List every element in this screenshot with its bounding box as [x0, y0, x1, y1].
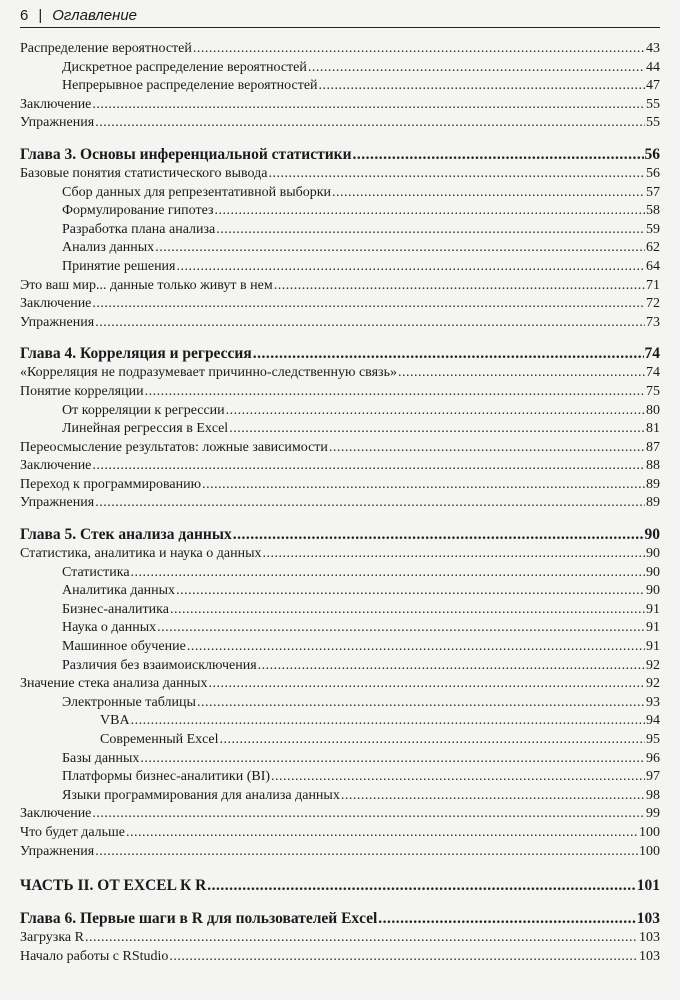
toc-entry-label: VBA	[100, 713, 130, 729]
toc-entry-page: 91	[646, 639, 660, 655]
toc-leader-dots	[170, 601, 645, 620]
toc-entry	[20, 638, 660, 657]
toc-leader-dots	[329, 439, 645, 458]
toc-entry-page: 55	[646, 96, 660, 112]
toc-entry-label: Заключение	[20, 458, 92, 474]
toc-entry-label: Упражнения	[20, 495, 95, 511]
toc-entry-label: Языки программирования для анализа данных	[62, 787, 340, 803]
toc-leader-dots	[157, 619, 645, 638]
toc-leader-dots	[92, 457, 645, 476]
toc-entry-label: Различия без взаимоисключения	[62, 657, 257, 673]
toc-entry-label: Платформы бизнес-аналитики (BI)	[62, 769, 271, 785]
toc-entry-page: 93	[646, 694, 660, 710]
toc-entry	[20, 675, 660, 694]
toc-entry	[20, 948, 660, 967]
toc-entry-page: 94	[646, 713, 660, 729]
toc-entry	[20, 601, 660, 620]
toc-entry-label: Упражнения	[20, 314, 95, 330]
toc-entry-page: 59	[646, 221, 660, 237]
toc-entry	[20, 96, 660, 115]
toc-entry-label: «Корреляция не подразумевает причинно-следственную связь»	[20, 365, 397, 381]
toc-entry	[20, 383, 660, 402]
header-rule	[20, 27, 660, 28]
toc-leader-dots	[308, 59, 645, 78]
toc-entry-label: Начало работы с RStudio	[20, 948, 169, 964]
toc-entry	[20, 114, 660, 133]
toc-entry-label: Это ваш мир... данные только живут в нем	[20, 277, 273, 293]
toc-entry	[20, 40, 660, 59]
toc-leader-dots	[263, 545, 646, 564]
toc-entry-page: 71	[646, 277, 660, 293]
toc-leader-dots	[271, 768, 645, 787]
toc-entry	[20, 805, 660, 824]
toc-leader-dots	[95, 114, 645, 133]
table-of-contents	[20, 40, 660, 966]
toc-entry-label: Заключение	[20, 296, 92, 312]
toc-leader-dots	[95, 843, 638, 862]
toc-leader-dots	[193, 40, 645, 59]
toc-leader-dots	[216, 221, 645, 240]
toc-entry-page: 89	[646, 495, 660, 511]
running-header	[20, 4, 660, 26]
toc-entry-page: 98	[646, 787, 660, 803]
toc-leader-dots	[187, 638, 645, 657]
toc-leader-dots	[197, 694, 645, 713]
toc-entry-label: Переосмысление результатов: ложные зависимости	[20, 439, 328, 455]
toc-entry-page: 89	[646, 476, 660, 492]
toc-leader-dots	[258, 657, 645, 676]
toc-entry-page: 100	[639, 843, 660, 859]
toc-entry-page: 90	[644, 526, 660, 544]
toc-entry-page: 57	[646, 184, 660, 200]
toc-part	[20, 875, 660, 897]
toc-entry-label: Аналитика данных	[62, 583, 176, 599]
toc-entry-page: 74	[646, 365, 660, 381]
toc-entry-label: Распределение вероятностей	[20, 41, 192, 56]
toc-leader-dots	[92, 96, 645, 115]
toc-entry-label: Статистика	[62, 564, 130, 580]
toc-entry	[20, 768, 660, 787]
toc-entry	[20, 657, 660, 676]
toc-entry-page: 44	[646, 59, 660, 75]
toc-entry-label: Глава 6. Первые шаги в R для пользователей Excel	[20, 910, 378, 928]
toc-entry	[20, 712, 660, 731]
toc-entry-page: 81	[646, 421, 660, 437]
toc-leader-dots	[92, 805, 645, 824]
toc-leader-dots	[274, 277, 645, 296]
toc-entry	[20, 184, 660, 203]
toc-entry-page: 73	[646, 314, 660, 330]
toc-entry	[20, 295, 660, 314]
toc-entry-label: Непрерывное распределение вероятностей	[62, 78, 318, 94]
toc-entry-page: 92	[646, 676, 660, 692]
toc-entry-label: Статистика, аналитика и наука о данных	[20, 546, 262, 562]
toc-entry-page: 90	[646, 583, 660, 599]
toc-entry-page: 92	[646, 657, 660, 673]
toc-entry	[20, 494, 660, 513]
toc-entry	[20, 364, 660, 383]
toc-entry	[20, 239, 660, 258]
toc-entry-label: Глава 3. Основы инференциальной статистики	[20, 145, 352, 163]
toc-leader-dots	[131, 564, 645, 583]
header-separator: |	[38, 6, 43, 24]
toc-entry-label: Глава 4. Корреляция и регрессия	[20, 345, 252, 363]
toc-entry-page: 95	[646, 732, 660, 747]
toc-entry-page: 64	[646, 258, 660, 274]
toc-entry-label: Разработка плана анализа	[62, 221, 216, 237]
toc-entry	[20, 221, 660, 240]
toc-entry-label: Электронные таблицы	[62, 694, 196, 710]
toc-entry	[20, 277, 660, 296]
toc-entry-label: Машинное обучение	[62, 639, 186, 655]
toc-entry-page: 56	[646, 165, 660, 181]
toc-entry-label: Принятие решения	[62, 258, 176, 274]
toc-entry-label: Глава 5. Стек анализа данных	[20, 526, 232, 544]
toc-entry	[20, 750, 660, 769]
toc-leader-dots	[341, 787, 645, 806]
toc-leader-dots	[226, 402, 645, 421]
toc-leader-dots	[145, 383, 645, 402]
toc-chapter	[20, 145, 660, 165]
toc-entry-page: 91	[646, 620, 660, 636]
toc-entry-label: Бизнес-аналитика	[62, 601, 169, 617]
toc-entry-label: Заключение	[20, 96, 92, 112]
toc-chapter	[20, 909, 660, 929]
toc-entry-label: От корреляции к регрессии	[62, 402, 225, 418]
toc-entry-page: 80	[646, 402, 660, 418]
toc-entry-label: Анализ данных	[62, 240, 155, 256]
toc-entry	[20, 165, 660, 184]
toc-entry-page: 103	[636, 910, 660, 928]
toc-entry-label: Дискретное распределение вероятностей	[62, 59, 307, 75]
toc-entry-label: ЧАСТЬ II. ОТ EXCEL К R	[20, 877, 207, 895]
toc-entry	[20, 457, 660, 476]
toc-entry-page: 74	[644, 345, 660, 363]
toc-entry-label: Заключение	[20, 806, 92, 822]
toc-leader-dots	[398, 364, 645, 383]
toc-entry	[20, 202, 660, 221]
toc-leader-dots	[176, 582, 645, 601]
toc-entry-label: Загрузка R	[20, 930, 84, 946]
toc-leader-dots	[155, 239, 645, 258]
toc-leader-dots	[253, 344, 644, 364]
toc-entry-page: 103	[639, 930, 660, 946]
toc-entry	[20, 314, 660, 333]
toc-entry	[20, 420, 660, 439]
toc-entry	[20, 476, 660, 495]
toc-entry	[20, 694, 660, 713]
toc-entry	[20, 929, 660, 948]
toc-entry-page: 103	[639, 948, 660, 964]
toc-leader-dots	[169, 948, 638, 967]
toc-entry	[20, 824, 660, 843]
toc-entry-page: 99	[646, 806, 660, 822]
toc-entry-page: 75	[646, 383, 660, 399]
toc-entry-page: 55	[646, 115, 660, 131]
toc-leader-dots	[319, 77, 645, 96]
toc-leader-dots	[207, 875, 635, 897]
toc-entry	[20, 258, 660, 277]
toc-entry-page: 72	[646, 296, 660, 312]
toc-leader-dots	[95, 314, 645, 333]
toc-entry-label: Базы данных	[62, 750, 140, 766]
toc-leader-dots	[202, 476, 645, 495]
toc-entry	[20, 59, 660, 78]
toc-leader-dots	[229, 420, 645, 439]
toc-entry-page: 88	[646, 458, 660, 474]
toc-entry-page: 97	[646, 769, 660, 785]
toc-entry-page: 91	[646, 601, 660, 617]
toc-entry	[20, 843, 660, 862]
toc-leader-dots	[140, 750, 645, 769]
toc-leader-dots	[131, 712, 645, 731]
toc-entry-page: 56	[644, 145, 660, 163]
toc-entry	[20, 619, 660, 638]
toc-leader-dots	[95, 494, 645, 513]
toc-entry-label: Базовые понятия статистического вывода	[20, 165, 268, 181]
toc-leader-dots	[268, 165, 645, 184]
toc-entry	[20, 564, 660, 583]
toc-entry-page: 90	[646, 564, 660, 580]
toc-entry-label: Наука о данных	[62, 620, 157, 636]
toc-entry-label: Значение стека анализа данных	[20, 676, 208, 692]
toc-leader-dots	[85, 929, 638, 948]
toc-entry-label: Формулирование гипотез	[62, 203, 214, 219]
toc-chapter	[20, 344, 660, 364]
toc-entry-label: Упражнения	[20, 115, 95, 131]
toc-leader-dots	[233, 525, 644, 545]
toc-entry-page: 43	[646, 41, 660, 56]
toc-leader-dots	[353, 145, 644, 165]
toc-entry-label: Линейная регрессия в Excel	[62, 421, 229, 437]
toc-entry-label: Упражнения	[20, 843, 95, 859]
toc-entry-page: 101	[636, 877, 660, 895]
toc-entry	[20, 545, 660, 564]
toc-entry	[20, 77, 660, 96]
toc-entry-page: 62	[646, 240, 660, 256]
toc-leader-dots	[177, 258, 646, 277]
toc-leader-dots	[220, 731, 646, 750]
toc-entry-label: Понятие корреляции	[20, 383, 144, 399]
toc-leader-dots	[214, 202, 645, 221]
toc-leader-dots	[378, 909, 636, 929]
toc-entry-page: 100	[639, 824, 660, 840]
toc-entry-label: Что будет дальше	[20, 824, 126, 840]
toc-entry-page: 58	[646, 203, 660, 219]
toc-entry	[20, 439, 660, 458]
toc-leader-dots	[332, 184, 645, 203]
toc-entry-label: Сбор данных для репрезентативной выборки	[62, 184, 332, 200]
toc-entry	[20, 787, 660, 806]
toc-entry-page: 87	[646, 439, 660, 455]
toc-entry-page: 96	[646, 750, 660, 766]
toc-entry	[20, 731, 660, 750]
toc-entry	[20, 402, 660, 421]
toc-leader-dots	[92, 295, 645, 314]
toc-entry	[20, 582, 660, 601]
toc-entry-page: 90	[646, 546, 660, 562]
header-title: Оглавление	[52, 6, 138, 24]
toc-entry-label: Переход к программированию	[20, 476, 202, 492]
toc-leader-dots	[126, 824, 638, 843]
toc-chapter	[20, 525, 660, 545]
toc-entry-label: Современный Excel	[100, 732, 219, 747]
toc-leader-dots	[208, 675, 645, 694]
page-number: 6	[20, 6, 29, 24]
toc-entry-page: 47	[646, 78, 660, 94]
